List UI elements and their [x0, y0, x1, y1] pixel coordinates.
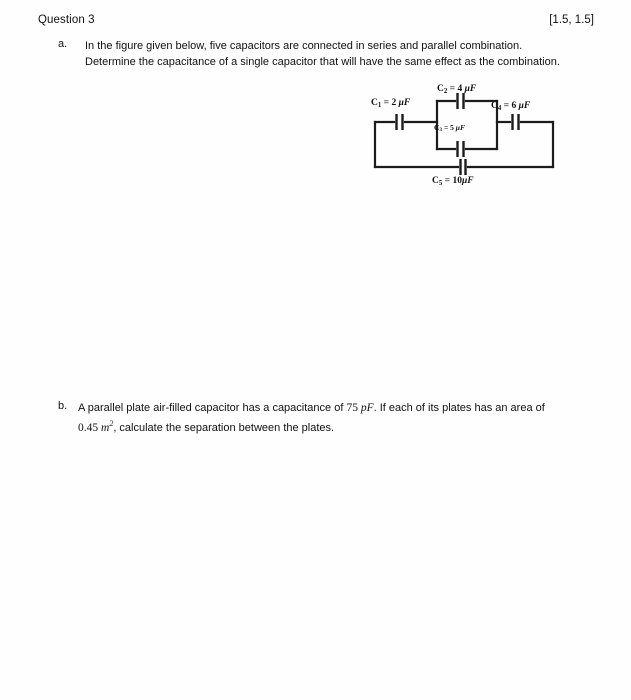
part-b-line-2-post: , calculate the separation between the plates. — [113, 421, 335, 434]
part-b-label: b. — [58, 400, 68, 412]
capacitor-c5-label: $C_5 = 10\mu F$ — [432, 176, 474, 187]
part-b-line-2 — [78, 416, 545, 436]
question-header — [38, 14, 594, 30]
part-b-line-1 — [78, 400, 545, 416]
page-title: Question 3 — [38, 14, 95, 26]
part-b-capacitance-value: 75 — [346, 402, 358, 414]
part-b-capacitance-unit: pF — [360, 402, 374, 414]
part-b-line-1-post: . If each of its plates has an area of — [373, 402, 545, 414]
capacitor-c2-label: $C_2 = 4$ μF — [437, 84, 477, 95]
part-a-label: a. — [58, 38, 68, 50]
capacitor-circuit-figure — [360, 80, 575, 200]
part-b-area-value: 0.45 — [78, 421, 99, 434]
capacitor-c1-label: $C_1 = 2$ μF — [371, 98, 411, 109]
part-b-area-unit: $m^2$ — [101, 419, 114, 434]
part-b-text — [78, 400, 545, 436]
capacitor-c3-label: $C_3 = 5$ μF — [434, 123, 465, 134]
capacitor-c4-label: $C_4 = 6$ μF — [491, 101, 531, 112]
part-a-text — [85, 38, 560, 70]
part-a-line-2: Determine the capacitance of a single capacitor that will have the same effect as the combination. — [85, 56, 560, 68]
part-a-line-1: In the figure given below, five capacitors are connected in series and parallel combination. — [85, 40, 523, 52]
marks-badge: [1.5, 1.5] — [549, 14, 594, 26]
part-b-line-1-pre: A parallel plate air-filled capacitor has a capacitance of — [78, 402, 347, 414]
